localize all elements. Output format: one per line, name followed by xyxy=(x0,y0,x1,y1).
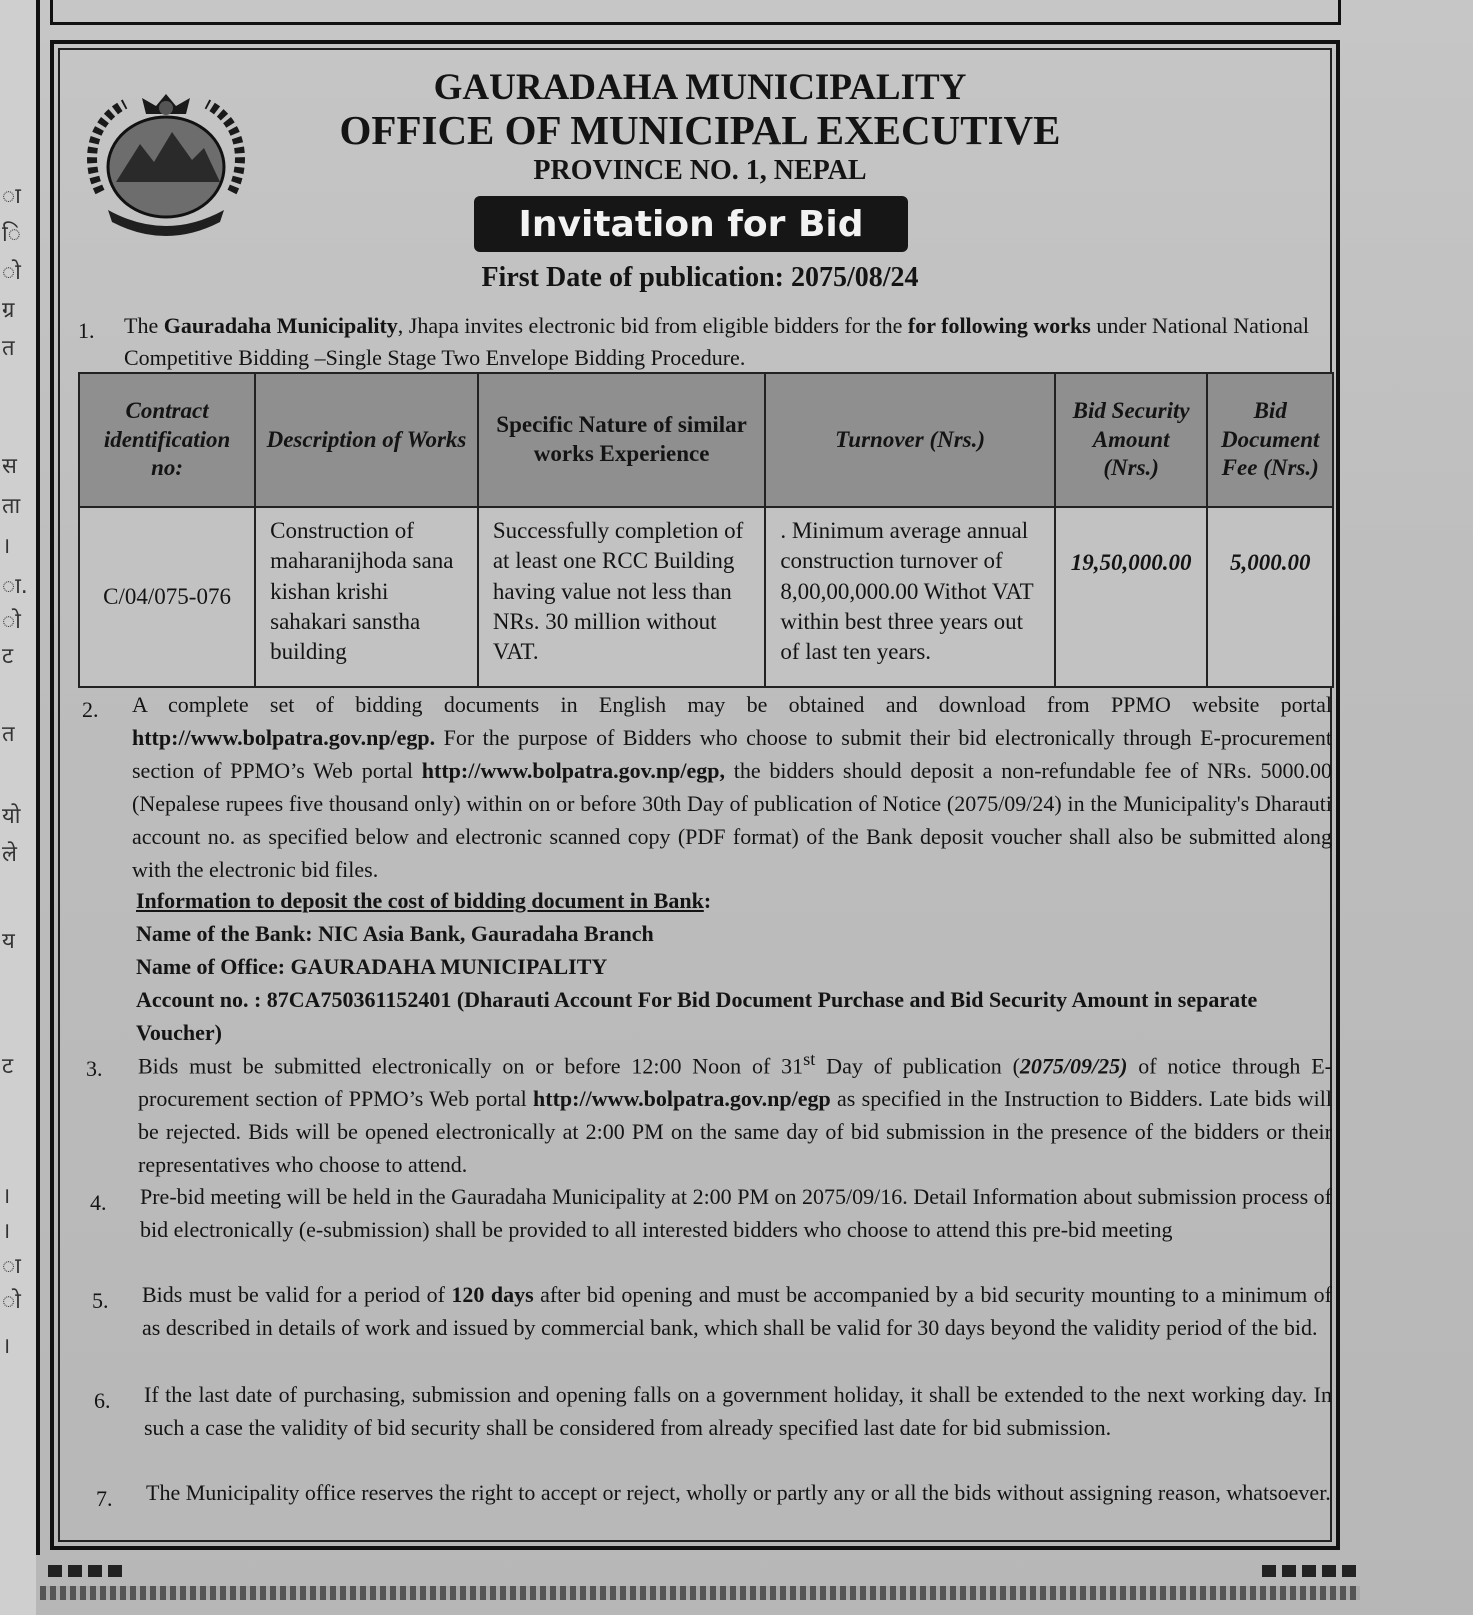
text-run: under National National Competitive Bidding –Single Stage Two Envelope Bidding Procedure. xyxy=(124,313,1309,370)
side-glyph: ा xyxy=(2,184,21,209)
item-number: 5. xyxy=(92,1288,109,1313)
side-glyph: ा xyxy=(2,1254,21,1279)
side-glyph: स xyxy=(2,454,17,479)
item-number: 6. xyxy=(94,1388,111,1413)
description-cell: Construction of maharanijhoda sana kishan krishi sahakari sanstha building xyxy=(255,507,478,687)
item-3-text xyxy=(138,1046,1332,1181)
portal-url: http://www.bolpatra.gov.np/egp xyxy=(533,1086,831,1112)
office-title: OFFICE OF MUNICIPAL EXECUTIVE xyxy=(339,107,1061,153)
invitation-banner: Invitation for Bid xyxy=(474,196,908,252)
text-run: For the purpose of Bidders who choose to submit their bid electronically through E-procurement section of PPMO’s Web portal xyxy=(132,725,1332,783)
column-header: Bid Document Fee (Nrs.) xyxy=(1207,373,1333,507)
side-glyph: यो xyxy=(2,804,21,829)
previous-ad-border xyxy=(50,0,1341,25)
side-glyph: ट xyxy=(2,1054,14,1079)
nepal-emblem-icon xyxy=(80,82,252,242)
item-2-text xyxy=(132,688,1332,886)
publication-date: First Date of publication: 2075/08/24 xyxy=(481,262,919,293)
column-header: Contract identification no: xyxy=(79,373,255,507)
side-glyph: त xyxy=(2,336,15,361)
side-glyph: ग्र xyxy=(2,298,15,323)
document-url: http://www.bolpatra.gov.np/egp, xyxy=(421,758,725,783)
text-run: : xyxy=(703,888,712,913)
item-6-text: If the last date of purchasing, submission and opening falls on a government holiday, it shall be extended to the next working day. In such a case the validity of bid security shall be considered from already specified last date for bid submission. xyxy=(144,1382,1332,1440)
works-table xyxy=(78,372,1334,688)
item-4-text: Pre-bid meeting will be held in the Gauradaha Municipality at 2:00 PM on 2075/09/16. Detail Information about submission process of bid electronically (e-submission) shall be provided to all interested bidders who choose to attend this pre-bid meeting xyxy=(140,1184,1332,1242)
side-glyph: ले xyxy=(2,842,17,867)
text-run: Bids must be valid for a period of xyxy=(142,1282,452,1307)
item-7-text: The Municipality office reserves the right to accept or reject, wholly or partly any or all the bids without assigning reason, whatsoever. xyxy=(146,1480,1331,1505)
item-number: 1. xyxy=(78,318,95,343)
side-glyph: ता xyxy=(2,494,21,519)
document-fee-cell: 5,000.00 xyxy=(1207,507,1333,687)
bank-info-block xyxy=(136,884,1332,1049)
item-5-text xyxy=(142,1278,1332,1344)
table-header-row xyxy=(79,373,1333,507)
document-url: http://www.bolpatra.gov.np/egp. xyxy=(132,725,436,750)
text-run: A complete set of bidding documents in English may be obtained and download from PPMO website portal xyxy=(132,692,1332,717)
turnover-cell: . Minimum average annual construction turnover of 8,00,00,000.00 Withot VAT within best three years out of last ten years. xyxy=(765,507,1055,687)
adjacent-column-strip xyxy=(0,0,36,1615)
column-divider xyxy=(36,0,40,1555)
municipality-name: GAURADAHA MUNICIPALITY xyxy=(433,67,967,108)
side-glyph: य xyxy=(2,929,15,954)
side-glyph: त xyxy=(2,722,15,747)
side-glyph: । xyxy=(2,1334,11,1359)
experience-cell: Successfully completion of at least one RCC Building having value not less than NRs. 30 million without VAT. xyxy=(478,507,765,687)
side-glyph: । xyxy=(2,1184,11,1209)
province-line: PROVINCE NO. 1, NEPAL xyxy=(533,155,867,186)
item-number: 3. xyxy=(86,1056,103,1081)
page-footer-rule xyxy=(40,1586,1360,1600)
text-run: st xyxy=(803,1049,816,1069)
item-number: 7. xyxy=(96,1486,113,1511)
column-header: Turnover (Nrs.) xyxy=(765,373,1055,507)
bank-name: Name of the Bank: NIC Asia Bank, Gauradaha Branch xyxy=(136,921,654,946)
bid-security-cell: 19,50,000.00 xyxy=(1055,507,1208,687)
bank-heading: Information to deposit the cost of bidding document in Bank xyxy=(136,888,704,913)
footer-marks-left xyxy=(48,1565,122,1579)
bank-heading-line xyxy=(136,884,1332,917)
office-name: Name of Office: GAURADAHA MUNICIPALITY xyxy=(136,954,608,979)
side-glyph: । xyxy=(2,534,11,559)
text-run: The xyxy=(124,313,164,338)
side-glyph: ट xyxy=(2,644,14,669)
side-glyph: ो xyxy=(2,260,21,285)
text-run: as specified in the Instruction to Bidders. Late bids will be rejected. Bids will be opened electronically at 2:00 PM on the same day of bid submission in the presence of the bidders or their representatives who choose to attend. xyxy=(138,1086,1332,1178)
side-glyph: ि xyxy=(2,222,21,247)
text-run: of notice through E-procurement section of PPMO’s Web portal xyxy=(138,1053,1332,1112)
table-row xyxy=(79,507,1333,687)
submission-date: 2075/09/25) xyxy=(1019,1053,1128,1079)
column-header: Specific Nature of similar works Experience xyxy=(478,373,765,507)
account-number: Account no. : 87CA750361152401 (Dharauti Account For Bid Document Purchase and Bid Security Amount in separate Voucher) xyxy=(136,987,1258,1045)
contract-id-cell: C/04/075-076 xyxy=(79,507,255,687)
text-run: Day of publication ( xyxy=(815,1053,1020,1079)
side-glyph: । xyxy=(2,1219,11,1244)
side-glyph: ो xyxy=(2,609,21,634)
item-number: 4. xyxy=(90,1190,107,1215)
text-run: after bid opening and must be accompanied by a bid security mounting to a minimum of as described in details of work and issued by commercial bank, which shall be valid for 30 days beyond the validity period of the bid. xyxy=(142,1282,1332,1340)
text-run: Gauradaha Municipality xyxy=(163,313,398,338)
text-run: Bids must be submitted electronically on or before 12:00 Noon of 31 xyxy=(138,1053,804,1079)
footer-marks-right xyxy=(1262,1565,1356,1579)
side-glyph: ो xyxy=(2,1289,21,1314)
validity-days: 120 days xyxy=(451,1282,534,1307)
item-1-text xyxy=(124,310,1329,374)
text-run: for following works xyxy=(907,313,1091,338)
side-glyph: ा. xyxy=(2,574,28,599)
column-header: Description of Works xyxy=(255,373,478,507)
text-run: , Jhapa invites electronic bid from eligible bidders for the xyxy=(397,313,908,338)
text-run: the bidders should deposit a non-refundable fee of NRs. 5000.00 (Nepalese rupees five thousand only) within on or before 30th Day of publication of Notice (2075/09/24) in the Municipality's Dharauti account no. as specified below and electronic scanned copy (PDF format) of the Bank deposit voucher shall also be submitted along with the electronic bid files. xyxy=(132,758,1332,882)
item-number: 2. xyxy=(82,697,99,722)
column-header: Bid Security Amount (Nrs.) xyxy=(1055,373,1208,507)
